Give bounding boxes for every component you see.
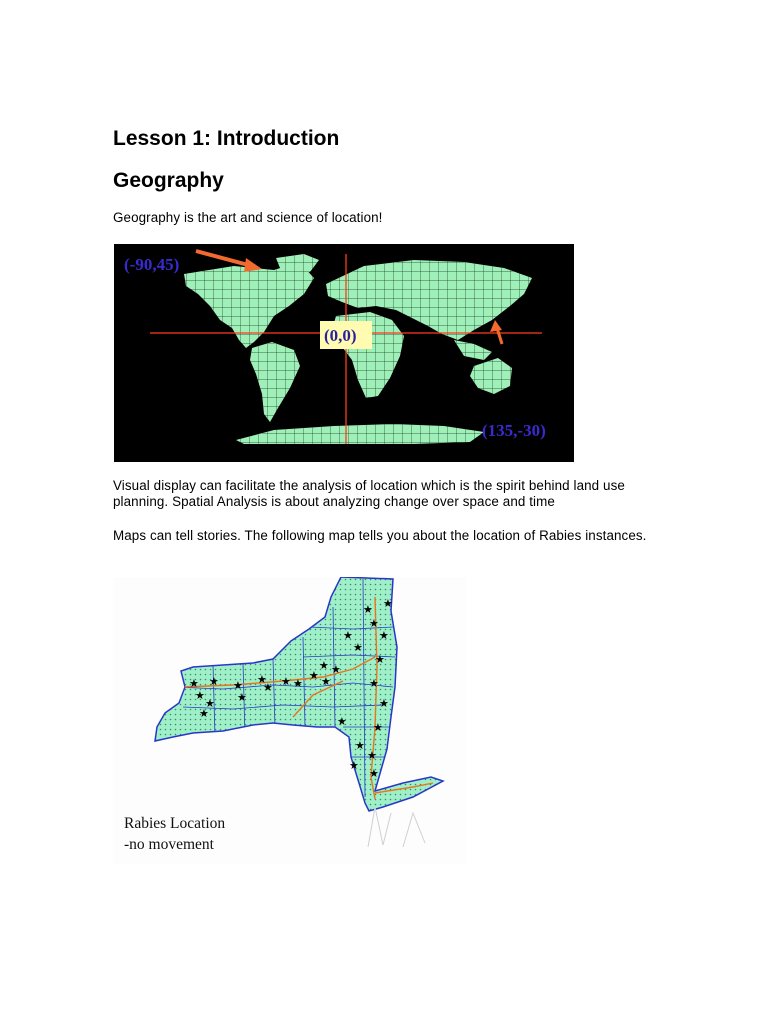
svg-text:★: ★ [353,641,363,654]
intro-paragraph: Geography is the art and science of location! [113,210,383,225]
lesson-title: Lesson 1: Introduction [113,127,340,150]
svg-text:★: ★ [369,677,379,690]
label-origin: (0,0) [324,326,357,345]
svg-text:★: ★ [263,681,273,694]
svg-text:★: ★ [369,767,379,780]
svg-text:★: ★ [189,677,199,690]
svg-text:★: ★ [195,689,205,702]
rabies-caption-line1: Rabies Location [124,815,226,832]
svg-text:★: ★ [331,663,341,676]
svg-text:★: ★ [237,691,247,704]
svg-text:★: ★ [337,715,347,728]
svg-text:★: ★ [363,603,373,616]
world-map-figure [114,244,574,462]
svg-text:★: ★ [199,707,209,720]
svg-text:★: ★ [321,675,331,688]
svg-text:★: ★ [367,749,377,762]
svg-text:★: ★ [281,675,291,688]
svg-text:★: ★ [349,759,359,772]
label-northwest: (-90,45) [124,255,180,274]
svg-text:★: ★ [209,675,219,688]
decorative-watermark [368,807,425,847]
svg-text:★: ★ [293,677,303,690]
svg-text:★: ★ [379,629,389,642]
svg-text:★: ★ [373,721,383,734]
rabies-caption-line2: -no movement [124,836,214,853]
svg-text:★: ★ [205,697,215,710]
rabies-map-figure [113,577,466,864]
arrow-southeast [490,320,502,344]
svg-text:★: ★ [379,697,389,710]
svg-text:★: ★ [383,597,393,610]
svg-text:★: ★ [343,629,353,642]
svg-text:★: ★ [355,739,365,752]
svg-text:★: ★ [257,673,267,686]
svg-text:★: ★ [375,653,385,666]
svg-text:★: ★ [233,679,243,692]
svg-text:★: ★ [319,659,329,672]
maps-paragraph: Maps can tell stories. The following map tells you about the location of Rabies instances. [113,528,647,543]
visual-display-paragraph: Visual display can facilitate the analysis of location which is the spirit behind land use planning. Spatial Analysis is about analyzing change over space and time [113,478,625,509]
section-heading: Geography [113,169,224,192]
svg-text:★: ★ [309,669,319,682]
svg-text:★: ★ [369,617,379,630]
label-southeast: (135,-30) [482,421,546,440]
